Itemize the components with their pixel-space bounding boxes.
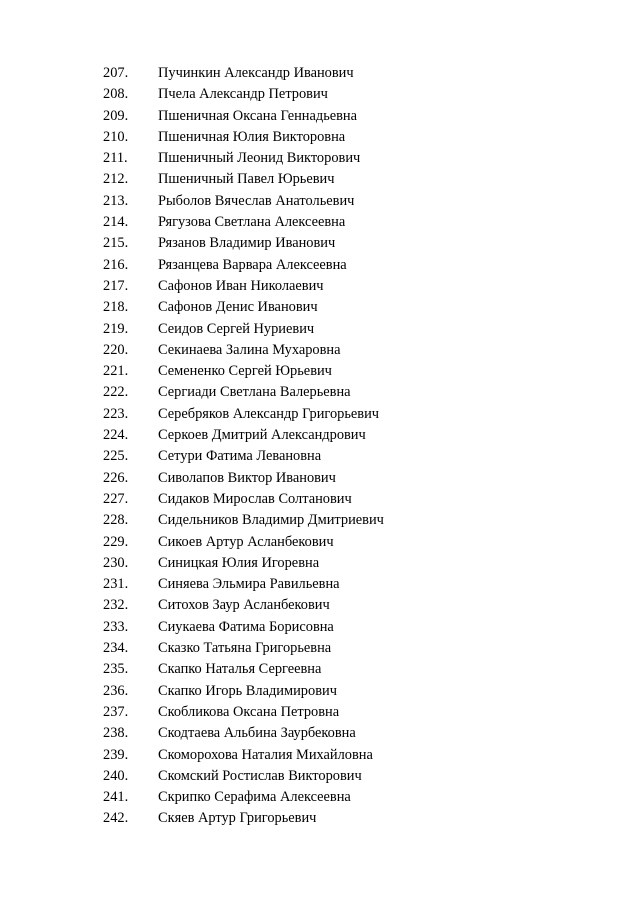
list-item (103, 553, 603, 574)
list-item-name: Пшеничная Юлия Викторовна (158, 128, 346, 145)
list-item-number: 207. (103, 65, 129, 81)
list-item-number: 218. (103, 299, 129, 316)
list-item (103, 489, 603, 510)
list-item (103, 446, 603, 467)
list-item-number: 224. (103, 427, 129, 444)
list-item (103, 787, 603, 808)
list-item (103, 468, 603, 489)
list-item-name: Пучинкин Александр Иванович (158, 65, 354, 81)
list-item-name: Рыболов Вячеслав Анатольевич (158, 192, 355, 209)
list-item-number: 225. (103, 448, 129, 465)
list-item-number: 239. (103, 746, 129, 763)
list-item-number: 217. (103, 277, 129, 294)
list-item-number: 211. (103, 150, 128, 167)
list-item-name: Пшеничная Оксана Геннадьевна (158, 107, 358, 124)
list-item-name: Рягузова Светлана Алексеевна (158, 214, 346, 231)
list-item-name: Сафонов Иван Николаевич (158, 277, 324, 294)
list-item (103, 340, 603, 361)
list-item-number: 233. (103, 618, 129, 635)
list-item (103, 382, 603, 403)
list-item (103, 148, 603, 169)
list-item-name: Скапко Игорь Владимирович (158, 682, 337, 699)
list-item-number: 210. (103, 128, 129, 145)
list-item (103, 681, 603, 702)
list-item (103, 361, 603, 382)
list-item-name: Сказко Татьяна Григорьевна (158, 640, 332, 657)
list-item-number: 214. (103, 214, 129, 231)
list-item-number: 221. (103, 363, 129, 380)
list-item-number: 223. (103, 405, 129, 422)
list-item-name: Семененко Сергей Юрьевич (158, 363, 332, 380)
list-item-number: 230. (103, 554, 129, 571)
list-item (103, 127, 603, 148)
list-item-number: 226. (103, 469, 129, 486)
list-item-name: Пшеничный Павел Юрьевич (158, 171, 335, 188)
list-item (103, 404, 603, 425)
list-item-name: Пшеничный Леонид Викторович (158, 150, 361, 167)
numbered-name-list (103, 63, 603, 830)
list-item (103, 702, 603, 723)
list-item-name: Сидаков Мирослав Солтанович (158, 490, 352, 507)
list-item-number: 234. (103, 640, 129, 657)
list-item-number: 240. (103, 767, 129, 784)
list-item-name: Скодтаева Альбина Заурбековна (158, 725, 356, 742)
list-item-number: 208. (103, 86, 129, 103)
list-item-name: Рязанов Владимир Иванович (158, 235, 336, 252)
list-item-name: Секинаева Залина Мухаровна (158, 341, 341, 358)
list-item (103, 510, 603, 531)
list-item (103, 723, 603, 744)
list-item-name: Сеидов Сергей Нуриевич (158, 320, 315, 337)
list-item-number: 229. (103, 533, 129, 550)
list-item-name: Сиукаева Фатима Борисовна (158, 618, 334, 635)
list-item-number: 222. (103, 384, 129, 401)
list-item-name: Скяев Артур Григорьевич (158, 810, 317, 827)
list-item-name: Синяева Эльмира Равильевна (158, 576, 340, 593)
list-item-name: Скапко Наталья Сергеевна (158, 661, 322, 678)
list-item-number: 242. (103, 810, 129, 827)
list-item-name: Сиволапов Виктор Иванович (158, 469, 336, 486)
list-item-number: 238. (103, 725, 129, 742)
list-item-name: Скоморохова Наталия Михайловна (158, 746, 373, 763)
list-item (103, 233, 603, 254)
list-item-name: Скомский Ростислав Викторович (158, 767, 362, 784)
list-item (103, 255, 603, 276)
list-item-name: Сергиади Светлана Валерьевна (158, 384, 351, 401)
list-item-number: 241. (103, 789, 129, 806)
list-item-number: 220. (103, 341, 129, 358)
list-item-name: Сидельников Владимир Дмитриевич (158, 512, 384, 529)
list-item-number: 219. (103, 320, 129, 337)
list-item (103, 425, 603, 446)
list-item-number: 235. (103, 661, 129, 678)
list-item-name: Скобликова Оксана Петровна (158, 703, 340, 720)
list-item-number: 215. (103, 235, 129, 252)
list-item-number: 232. (103, 597, 129, 614)
list-item-number: 227. (103, 490, 129, 507)
list-item-number: 236. (103, 682, 129, 699)
list-item (103, 532, 603, 553)
list-item (103, 638, 603, 659)
list-item-number: 228. (103, 512, 129, 529)
list-item (103, 766, 603, 787)
list-item (103, 169, 603, 190)
list-item-name: Синицкая Юлия Игоревна (158, 554, 320, 571)
list-item-name: Рязанцева Варвара Алексеевна (158, 256, 347, 273)
list-item-name: Серебряков Александр Григорьевич (158, 405, 380, 422)
list-item (103, 276, 603, 297)
list-item (103, 297, 603, 318)
list-item (103, 212, 603, 233)
list-item (103, 659, 603, 680)
list-item (103, 84, 603, 105)
list-item-number: 237. (103, 703, 129, 720)
list-item-name: Сетури Фатима Левановна (158, 448, 322, 465)
list-item-number: 209. (103, 107, 129, 124)
list-item-number: 216. (103, 256, 129, 273)
list-item (103, 595, 603, 616)
list-item-number: 231. (103, 576, 129, 593)
list-item-name: Пчела Александр Петрович (158, 86, 328, 103)
list-item-name: Ситохов Заур Асланбекович (158, 597, 330, 614)
list-item (103, 617, 603, 638)
list-item-name: Серкоев Дмитрий Александрович (158, 427, 366, 444)
list-item (103, 63, 603, 84)
list-item-number: 213. (103, 192, 129, 209)
list-item (103, 319, 603, 340)
list-item-name: Сафонов Денис Иванович (158, 299, 318, 316)
list-item-name: Скрипко Серафима Алексеевна (158, 789, 351, 806)
list-item-number: 212. (103, 171, 129, 188)
list-item (103, 191, 603, 212)
list-item (103, 808, 603, 829)
list-item-name: Сикоев Артур Асланбекович (158, 533, 334, 550)
list-item (103, 574, 603, 595)
list-item (103, 745, 603, 766)
list-item (103, 106, 603, 127)
